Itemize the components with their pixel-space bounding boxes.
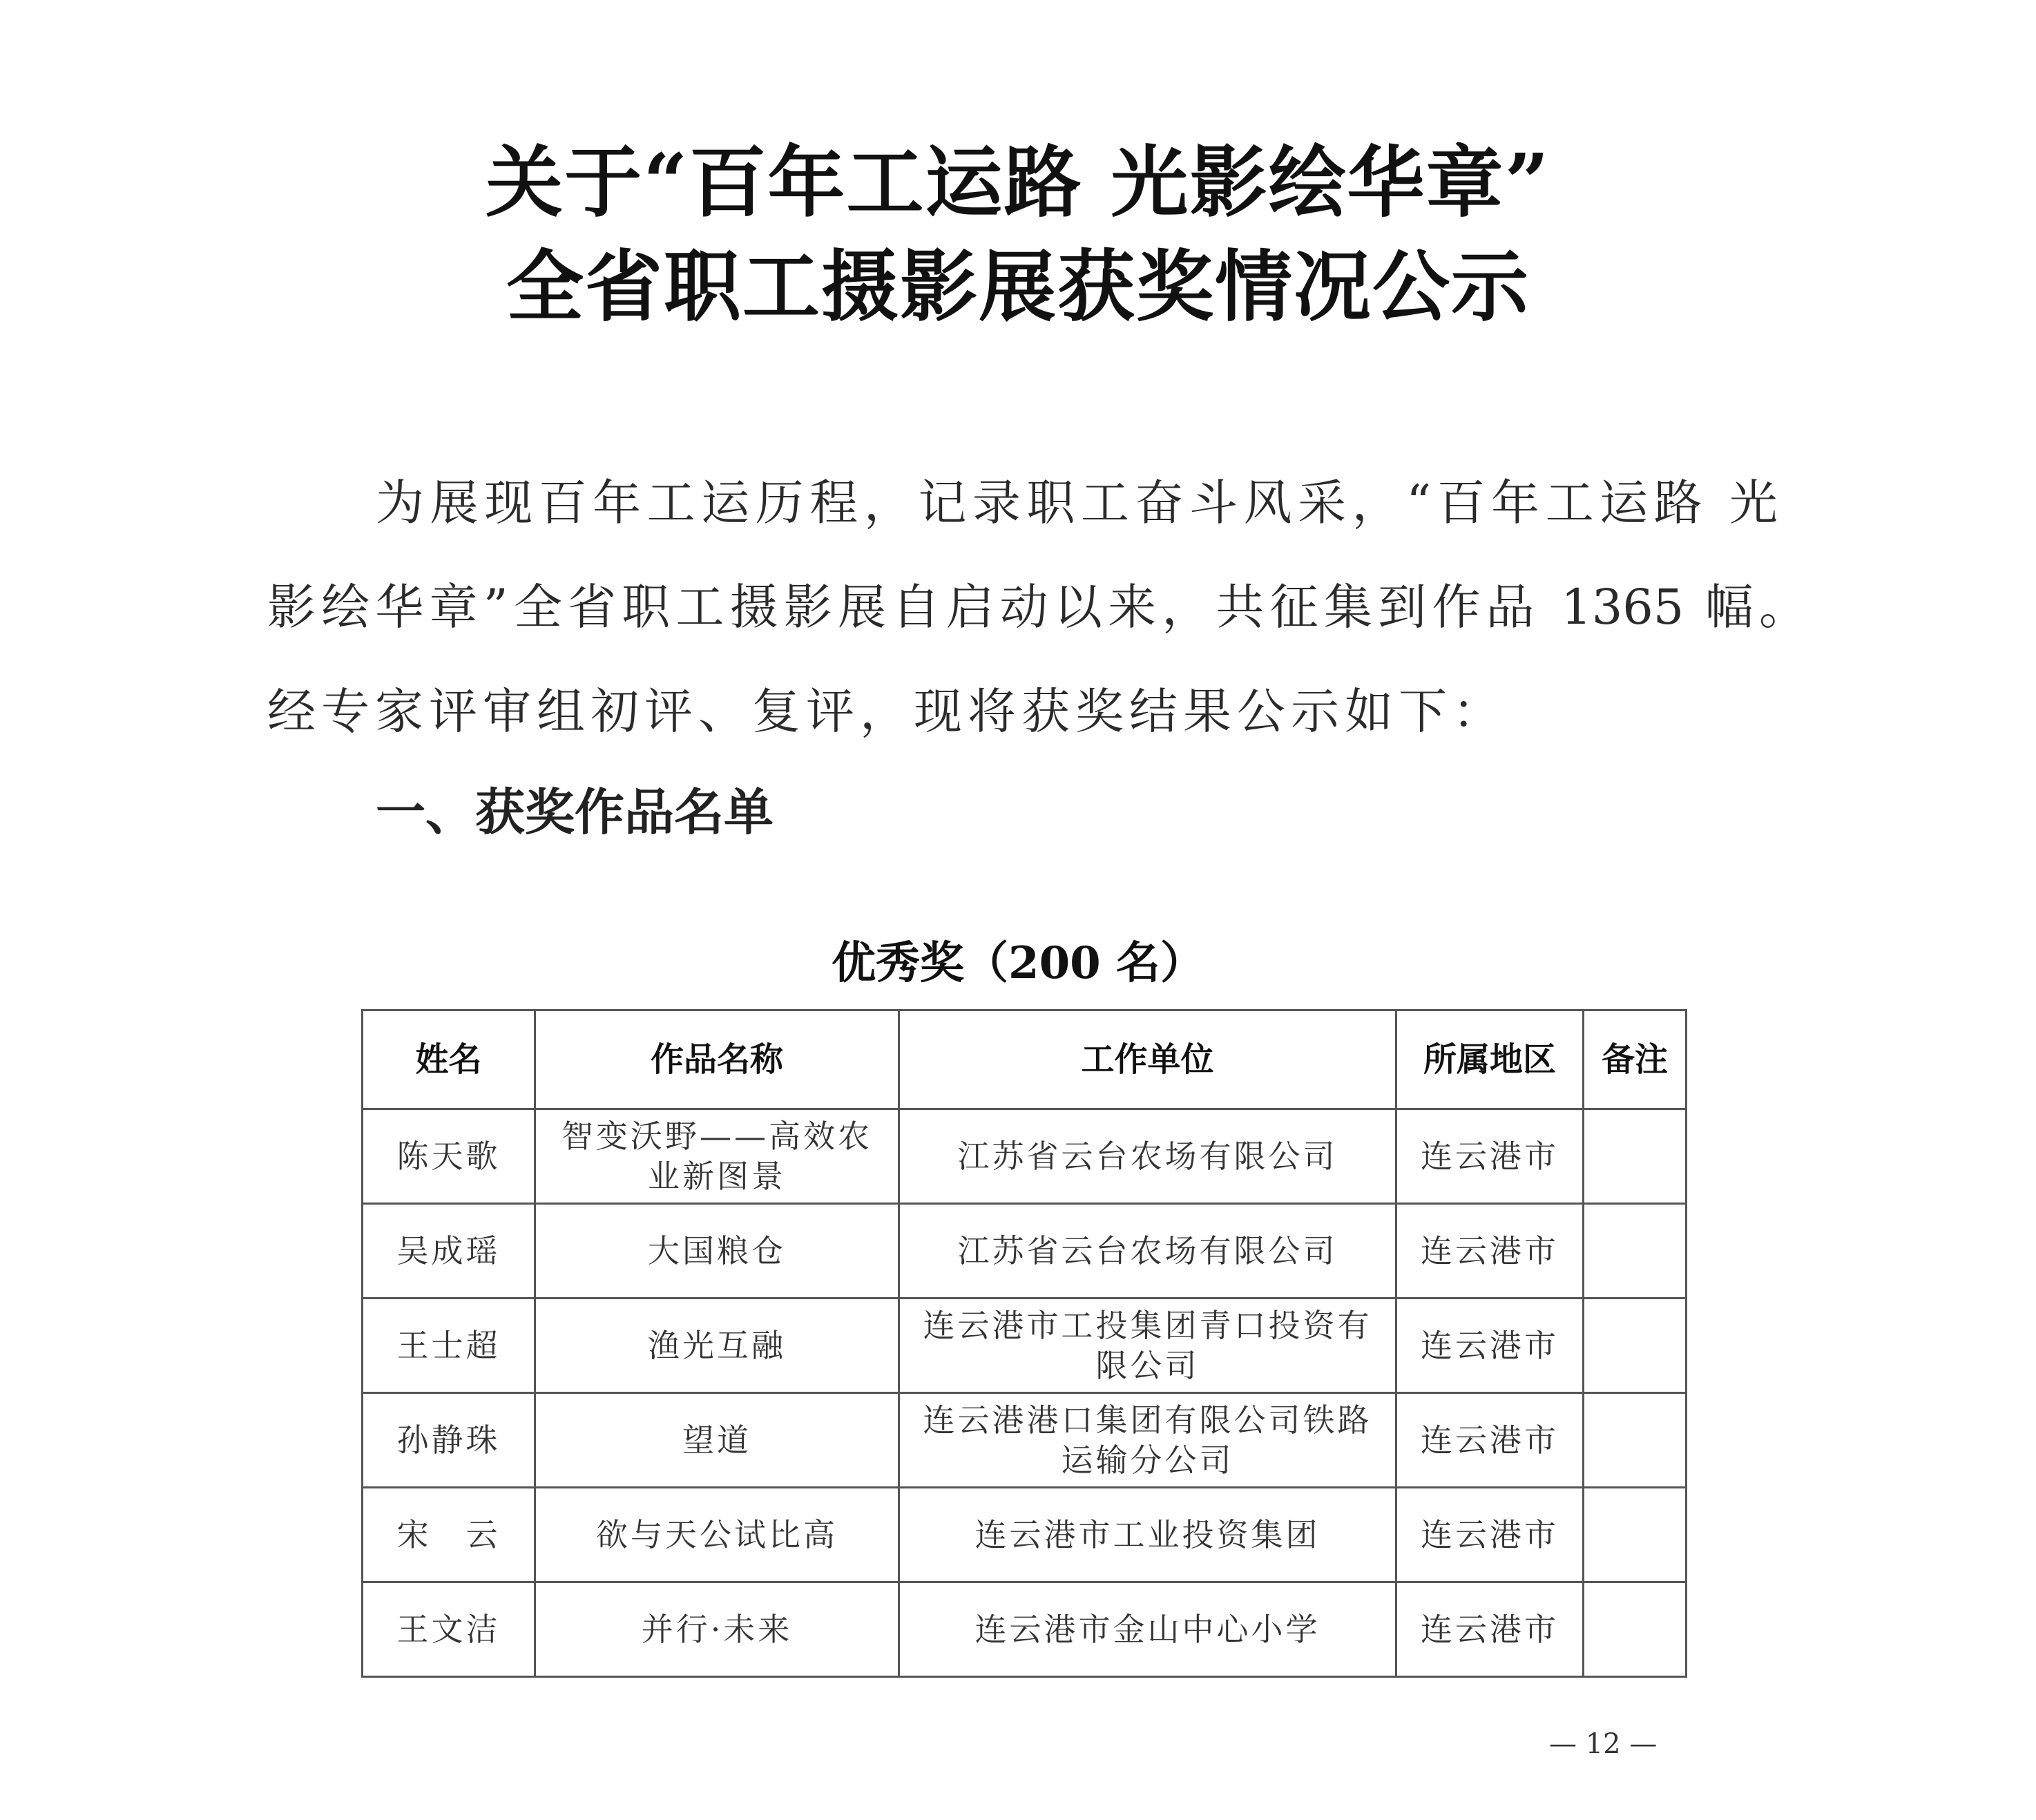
table-row <box>363 1393 1687 1488</box>
cell-region: 连云港市 <box>1396 1393 1584 1488</box>
cell-work-title: 大国粮仓 <box>535 1204 899 1299</box>
cell-name: 孙静珠 <box>363 1393 535 1488</box>
header-employer: 工作单位 <box>899 1010 1396 1109</box>
cell-remarks <box>1584 1299 1687 1393</box>
cell-name: 王士超 <box>363 1299 535 1393</box>
cell-employer: 江苏省云台农场有限公司 <box>899 1109 1396 1204</box>
table-row <box>363 1109 1687 1204</box>
award-title: 优秀奖（200 名） <box>832 937 1204 989</box>
body-paragraph-line-1: 为展现百年工运历程，记录职工奋斗风采，“百年工运路 光 <box>376 475 1778 531</box>
cell-work-title: 并行·未来 <box>535 1582 899 1677</box>
table-row <box>363 1488 1687 1582</box>
cell-employer: 连云港港口集团有限公司铁路运输分公司 <box>899 1393 1396 1488</box>
table-row <box>363 1582 1687 1677</box>
table-header-row <box>363 1010 1687 1109</box>
cell-region: 连云港市 <box>1396 1109 1584 1204</box>
body-paragraph-line-2: 影绘华章”全省职工摄影展自启动以来，共征集到作品 1365 幅。 <box>267 579 1807 635</box>
document-title-line-1: 关于“百年工运路 光影绘华章” <box>486 137 1550 228</box>
cell-remarks <box>1584 1582 1687 1677</box>
cell-name: 陈天歌 <box>363 1109 535 1204</box>
cell-region: 连云港市 <box>1396 1204 1584 1299</box>
section-heading: 一、获奖作品名单 <box>376 783 774 841</box>
cell-region: 连云港市 <box>1396 1582 1584 1677</box>
cell-employer: 连云港市工投集团青口投资有限公司 <box>899 1299 1396 1393</box>
cell-name: 宋 云 <box>363 1488 535 1582</box>
cell-work-title: 渔光互融 <box>535 1299 899 1393</box>
cell-region: 连云港市 <box>1396 1488 1584 1582</box>
cell-remarks <box>1584 1204 1687 1299</box>
header-remarks: 备注 <box>1584 1010 1687 1109</box>
cell-name: 王文洁 <box>363 1582 535 1677</box>
document-title-line-2: 全省职工摄影展获奖情况公示 <box>506 242 1530 332</box>
table-row <box>363 1204 1687 1299</box>
award-table <box>361 1009 1687 1678</box>
cell-work-title: 智变沃野——高效农业新图景 <box>535 1109 899 1204</box>
cell-work-title: 欲与天公试比高 <box>535 1488 899 1582</box>
cell-name: 吴成瑶 <box>363 1204 535 1299</box>
cell-employer: 连云港市工业投资集团 <box>899 1488 1396 1582</box>
page-number: — 12 — <box>1549 1728 1658 1760</box>
header-work-title: 作品名称 <box>535 1010 899 1109</box>
cell-remarks <box>1584 1393 1687 1488</box>
cell-employer: 江苏省云台农场有限公司 <box>899 1204 1396 1299</box>
header-name: 姓名 <box>363 1010 535 1109</box>
header-region: 所属地区 <box>1396 1010 1584 1109</box>
cell-work-title: 望道 <box>535 1393 899 1488</box>
cell-remarks <box>1584 1109 1687 1204</box>
cell-employer: 连云港市金山中心小学 <box>899 1582 1396 1677</box>
cell-region: 连云港市 <box>1396 1299 1584 1393</box>
body-paragraph-line-3: 经专家评审组初评、复评，现将获奖结果公示如下： <box>267 683 1506 740</box>
table-row <box>363 1299 1687 1393</box>
cell-remarks <box>1584 1488 1687 1582</box>
